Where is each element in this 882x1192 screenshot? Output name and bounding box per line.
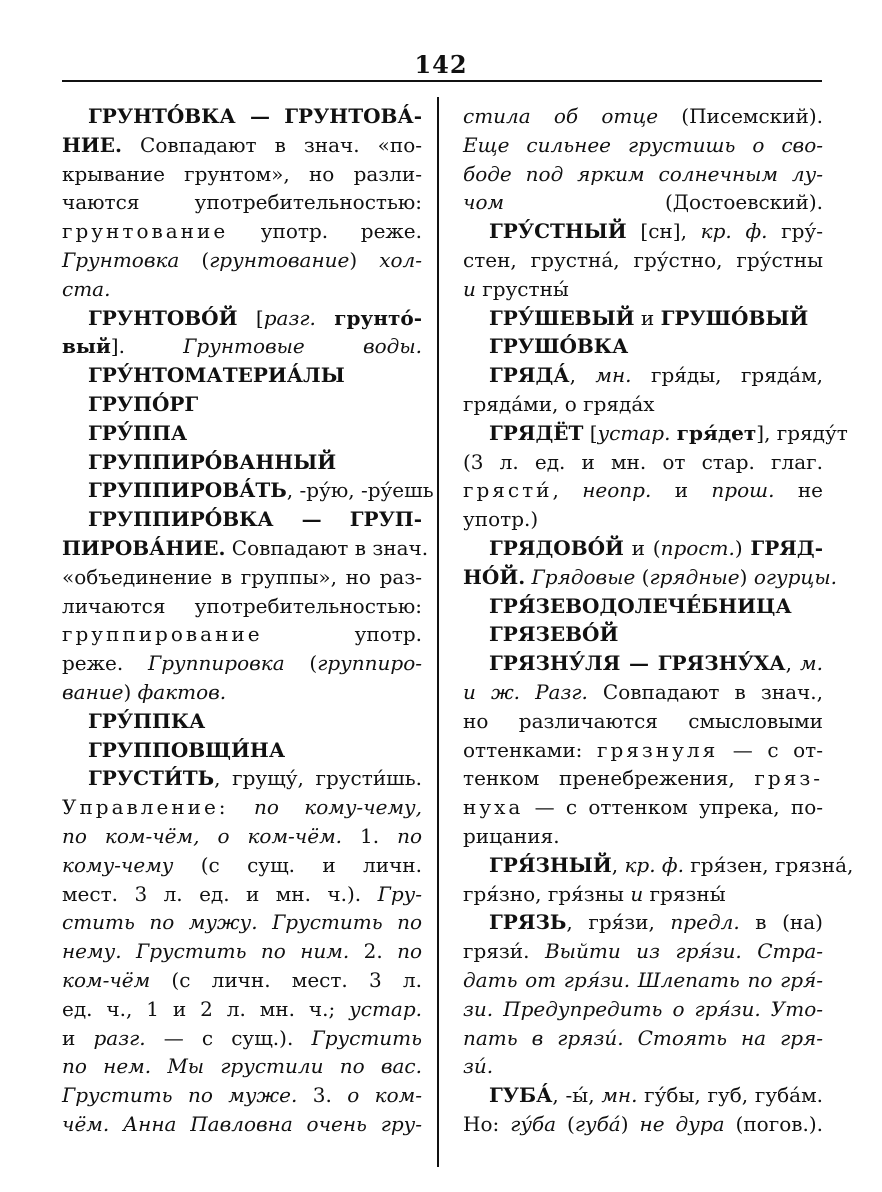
entry-text: ( [179, 247, 210, 272]
italic-text: чём. Анна Павловна очень гру- [62, 1111, 422, 1136]
entry-text: тенком пренебрежения, [463, 766, 755, 791]
headword: ГРЯЗЬ [489, 910, 567, 935]
italic-text: стила об отце [463, 104, 659, 128]
entry-text: употр. реже. [228, 219, 422, 244]
entry-line [463, 995, 823, 1024]
entry-text: нуха [463, 795, 524, 820]
entry-text: гря́зно, гря́зны [463, 881, 631, 906]
entry-line [463, 764, 823, 793]
headword: грунто́- [334, 305, 422, 330]
entry-line [463, 563, 837, 592]
entry-line [62, 793, 422, 822]
entry-line [463, 505, 823, 534]
entry-text: гру́- [767, 219, 823, 244]
italic-text: Группировка [148, 651, 285, 676]
entry-text: личаются употребительностью: [62, 593, 422, 618]
headword: ГРЯ́ЗЕВОДОЛЕЧЕ́БНИЦА [489, 593, 792, 618]
entry-text: , [552, 478, 583, 503]
italic-text: грядные [649, 564, 740, 589]
entry-line [463, 908, 823, 937]
italic-text: ком-чём [62, 967, 151, 992]
italic-text: чом [463, 190, 505, 215]
entry-text: грязнуля [596, 737, 719, 762]
entry-line [62, 275, 422, 304]
entry-line [463, 880, 823, 909]
entry-text: (погов.). [724, 1111, 824, 1136]
entry-text: ( [556, 1111, 575, 1136]
italic-text: Выйти из гря́зи. Стра- [544, 939, 823, 964]
entry-line [463, 131, 823, 160]
entry-text: гря́зен, грязна́, [683, 852, 854, 877]
entry-line [62, 304, 422, 333]
entry-text: ) [739, 564, 754, 589]
entry-text: чаются употребительностью: [62, 190, 422, 215]
entry-line [463, 1110, 823, 1139]
entry-text: ) [734, 535, 751, 560]
entry-text: стен, грустна́, гру́стно, гру́стны [463, 247, 823, 272]
italic-text: по [397, 823, 422, 848]
italic-text: Гру- [377, 881, 422, 906]
entry-text: гу́бы, губ, губа́м. [637, 1083, 824, 1108]
entry-line [62, 448, 422, 477]
entry-text: гря́ды, гряда́м, [631, 363, 823, 388]
entry-text: [ [237, 305, 264, 330]
entry-line [62, 390, 422, 419]
italic-text: Грустить [311, 1025, 423, 1050]
italic-text: вание [62, 679, 124, 704]
entry-line [463, 1024, 823, 1053]
entry-text: и [651, 478, 712, 503]
headword: ГРУНТОВО́Й [88, 305, 238, 330]
italic-text: разг. [93, 1025, 146, 1050]
entry-line [62, 822, 422, 851]
entry-line [463, 246, 823, 275]
entry-text: грясти́ [463, 478, 553, 503]
italic-text: боде под ярким солнечным лу- [463, 161, 823, 186]
italic-text: по нем. Мы грустили по вас. [62, 1054, 422, 1079]
italic-text: кр. ф. [700, 219, 768, 244]
entry-text: [ [583, 420, 598, 445]
entry-line [62, 620, 422, 649]
entry-text: (Достоевский). [504, 190, 823, 215]
entry-text: рицания. [463, 823, 560, 848]
entry-line [463, 649, 823, 678]
entry-text: группирование [62, 622, 263, 647]
entry-text: Управление: [62, 795, 229, 820]
entry-text: (Писемский). [658, 104, 823, 128]
entry-text: в (на) [739, 910, 823, 935]
headword: ГРЯДЁТ [489, 420, 584, 445]
italic-text: Грунтовка [62, 247, 180, 272]
entry-text: ) [620, 1111, 640, 1136]
entry-text: , гря́зи, [566, 910, 671, 935]
entry-line [463, 736, 823, 765]
entry-line [62, 880, 422, 909]
entry-line [463, 361, 823, 390]
entry-line [463, 390, 823, 419]
headword: ГРУШО́ВКА [489, 334, 629, 359]
entry-text: Но: [463, 1111, 511, 1136]
entry-text: , [611, 852, 625, 877]
italic-text: прост. [660, 535, 735, 560]
italic-text: грунтование [209, 247, 350, 272]
italic-text: предл. [670, 910, 740, 935]
entry-line [62, 419, 422, 448]
entry-line [463, 851, 854, 880]
entry-line [62, 649, 422, 678]
entry-line [62, 131, 422, 160]
entry-line [463, 102, 823, 131]
entry-line [463, 160, 823, 189]
headword: ГРУ́ШЕВЫЙ [489, 305, 635, 330]
entry-text: , -ы́, [552, 1083, 602, 1108]
italic-text: гу́ба [510, 1111, 557, 1136]
entry-text: ( [284, 651, 318, 676]
entry-text: , [569, 363, 596, 388]
right-column [463, 102, 854, 1139]
entry-text: — с оттенком упрека, по- [523, 795, 823, 820]
entry-line [62, 217, 422, 246]
entry-line [62, 764, 422, 793]
entry-text: , [785, 651, 801, 676]
italic-text: стить по мужу. Грустить по [62, 910, 422, 935]
entry-line [463, 332, 823, 361]
italic-text: разг. [263, 305, 316, 330]
italic-text: и [463, 276, 476, 301]
entry-line [463, 966, 823, 995]
entry-line [62, 160, 422, 189]
italic-text: Грунтовые воды. [183, 334, 422, 359]
headword: ГРУ́НТОМАТЕРИА́ЛЫ [88, 363, 345, 388]
italic-text: и ж. Разг. [463, 679, 588, 704]
entry-text: употр.) [463, 507, 539, 532]
italic-text: мн. [595, 363, 632, 388]
entry-text: ( [635, 564, 650, 589]
italic-text: фактов. [137, 679, 227, 704]
entry-text: ) [349, 247, 380, 272]
entry-text: и [62, 1025, 94, 1050]
entry-line [463, 419, 848, 448]
entry-line [62, 966, 422, 995]
italic-text: кр. ф. [624, 852, 684, 877]
entry-text: но различаются смысловыми [463, 708, 823, 733]
entry-line [463, 620, 823, 649]
entry-line [463, 1052, 823, 1081]
italic-text: кому-чему [62, 852, 174, 877]
entry-text: грязны́ [643, 881, 726, 906]
italic-text: по [397, 939, 422, 964]
entry-line [463, 275, 823, 304]
italic-text: неопр. [582, 478, 652, 503]
entry-line [62, 678, 422, 707]
entry-text: Совпадают в знач. [225, 535, 429, 560]
headword: ГРЯЗНУ́ЛЯ — ГРЯЗНУ́ХА [489, 651, 786, 676]
entry-text: гряда́ми, о гряда́х [463, 391, 655, 416]
entry-text: , -ру́ю, -ру́ешь [286, 478, 434, 503]
entry-text: не [774, 478, 823, 503]
entry-line [62, 332, 422, 361]
entry-line [463, 937, 823, 966]
entry-text: оттенками: [463, 737, 597, 762]
headword: ГРУ́СТНЫЙ [489, 219, 627, 244]
entry-text: мест. 3 л. ед. и мн. ч.). [62, 881, 378, 906]
entry-text: крывание грунтом», но разли- [62, 161, 422, 186]
italic-text: зи́. [463, 1054, 494, 1079]
entry-text: 3. [297, 1083, 348, 1108]
entry-text: , грущу́, грусти́шь. [214, 766, 422, 791]
entry-line [62, 563, 422, 592]
entry-text: употр. [262, 622, 422, 647]
entry-line [62, 361, 422, 390]
entry-line [62, 188, 422, 217]
entry-line [463, 217, 823, 246]
entry-line [463, 188, 823, 217]
entry-text: гряз- [754, 766, 823, 791]
headword: вый [62, 334, 111, 359]
entry-text [229, 795, 254, 819]
entry-text: (с сущ. и личн. [173, 852, 422, 877]
entry-line [463, 793, 823, 822]
italic-text: устар. [349, 996, 422, 1021]
entry-text: — с от- [718, 737, 823, 762]
entry-line [62, 995, 422, 1024]
entry-text: Совпадают в знач. «по- [122, 132, 422, 157]
headword: ГРЯДА́ [489, 363, 570, 388]
entry-line [463, 678, 823, 707]
headword: ГРУППИРО́ВКА — ГРУП- [88, 507, 422, 532]
entry-line [62, 476, 434, 505]
italic-text: мн. [601, 1083, 638, 1108]
italic-text: устар. [597, 420, 671, 445]
headword: ГРУПО́РГ [88, 391, 199, 416]
entry-text: ) [123, 679, 138, 704]
entry-line [463, 822, 823, 851]
italic-text: пать в грязи́. Стоять на гря- [463, 1025, 823, 1050]
headword: ГРЯ́ЗНЫЙ [489, 852, 612, 877]
entry-text: грязи́. [463, 939, 545, 964]
italic-text: м. [800, 651, 823, 676]
entry-text [316, 306, 334, 330]
headword: ПИРОВА́НИЕ. [62, 535, 226, 560]
entry-text: 2. [349, 939, 398, 964]
italic-text: по кому-чему, [253, 795, 422, 820]
entry-line [463, 707, 823, 736]
headword: ГРУППИРОВА́ТЬ [88, 478, 287, 503]
headword: гря́дет [676, 420, 757, 445]
entry-line [62, 1052, 422, 1081]
entry-line [463, 534, 823, 563]
entry-line [62, 246, 422, 275]
headword: ГРУ́ППА [88, 420, 188, 445]
italic-text: зи. Предупредить о гря́зи. Уто- [463, 996, 823, 1021]
italic-text: дать от гря́зи. Шлепать по гря́- [463, 967, 823, 992]
column-divider [437, 97, 439, 1167]
headword: ГРУСТИ́ТЬ [88, 766, 215, 791]
page-number: 142 [414, 50, 468, 79]
entry-text: ]. [110, 334, 184, 359]
italic-text: хол- [379, 247, 422, 272]
entry-text: и ( [623, 535, 661, 560]
italic-text: нему. Грустить по ним. [62, 939, 350, 964]
headword: ГРЯД- [750, 535, 823, 560]
entry-text: ], гряду́т [756, 420, 848, 445]
entry-line [62, 908, 422, 937]
entry-line [463, 304, 823, 333]
italic-text: ста. [62, 276, 111, 301]
italic-text: по ком-чём, о ком-чём. [62, 823, 343, 848]
italic-text: и [630, 881, 644, 906]
entry-text: (с личн. мест. 3 л. [150, 967, 422, 992]
italic-text: Грядовые [531, 564, 636, 589]
entry-text: Совпадают в знач., [587, 679, 823, 704]
entry-line [62, 592, 422, 621]
entry-line [62, 736, 422, 765]
headword: ГРУППОВЩИ́НА [88, 737, 286, 762]
entry-text: грустны́ [475, 276, 569, 301]
entry-text: ед. ч., 1 и 2 л. мн. ч.; [62, 996, 350, 1021]
entry-line [62, 851, 422, 880]
entry-text: — с сущ.). [145, 1025, 312, 1050]
entry-line [463, 448, 823, 477]
entry-line [62, 102, 422, 131]
headword: ГРУШО́ВЫЙ [660, 305, 809, 330]
headword: ГРЯДОВО́Й [489, 535, 624, 560]
entry-text: (3 л. ед. и мн. от стар. глаг. [463, 449, 823, 474]
entry-text: 1. [342, 823, 398, 848]
italic-text: группиро- [317, 651, 422, 676]
header-rule [62, 80, 822, 82]
entry-text: «объединение в группы», но раз- [62, 564, 422, 589]
entry-line [62, 1081, 422, 1110]
entry-line [62, 937, 422, 966]
italic-text: о ком- [347, 1083, 423, 1108]
entry-line [463, 476, 823, 505]
italic-text: огурцы. [753, 564, 837, 589]
entry-line [463, 1081, 823, 1110]
entry-text: грунтование [62, 219, 229, 244]
italic-text: прош. [711, 478, 775, 503]
entry-line [62, 1024, 422, 1053]
italic-text: губа́ [574, 1111, 621, 1136]
italic-text: Грустить по муже. [62, 1083, 298, 1108]
headword: НО́Й. [463, 564, 526, 589]
entry-line [62, 505, 422, 534]
entry-line [62, 534, 429, 563]
entry-line [463, 592, 823, 621]
headword: ГРУППИРО́ВАННЫЙ [88, 449, 337, 474]
headword: НИЕ. [62, 132, 122, 157]
entry-text: и [634, 305, 661, 330]
headword: ГРУ́ППКА [88, 708, 206, 733]
headword: ГРЯЗЕВО́Й [489, 622, 619, 647]
entry-line [62, 1110, 422, 1139]
entry-text: реже. [62, 651, 149, 676]
left-column [62, 102, 434, 1139]
headword: ГРУНТО́ВКА — ГРУНТОВА́- [88, 104, 422, 128]
entry-text: [сн], [626, 219, 701, 244]
entry-line [62, 707, 422, 736]
headword: ГУБА́ [489, 1083, 553, 1108]
italic-text: не дура [639, 1111, 725, 1136]
italic-text: Еще сильнее грустишь о сво- [463, 132, 823, 157]
